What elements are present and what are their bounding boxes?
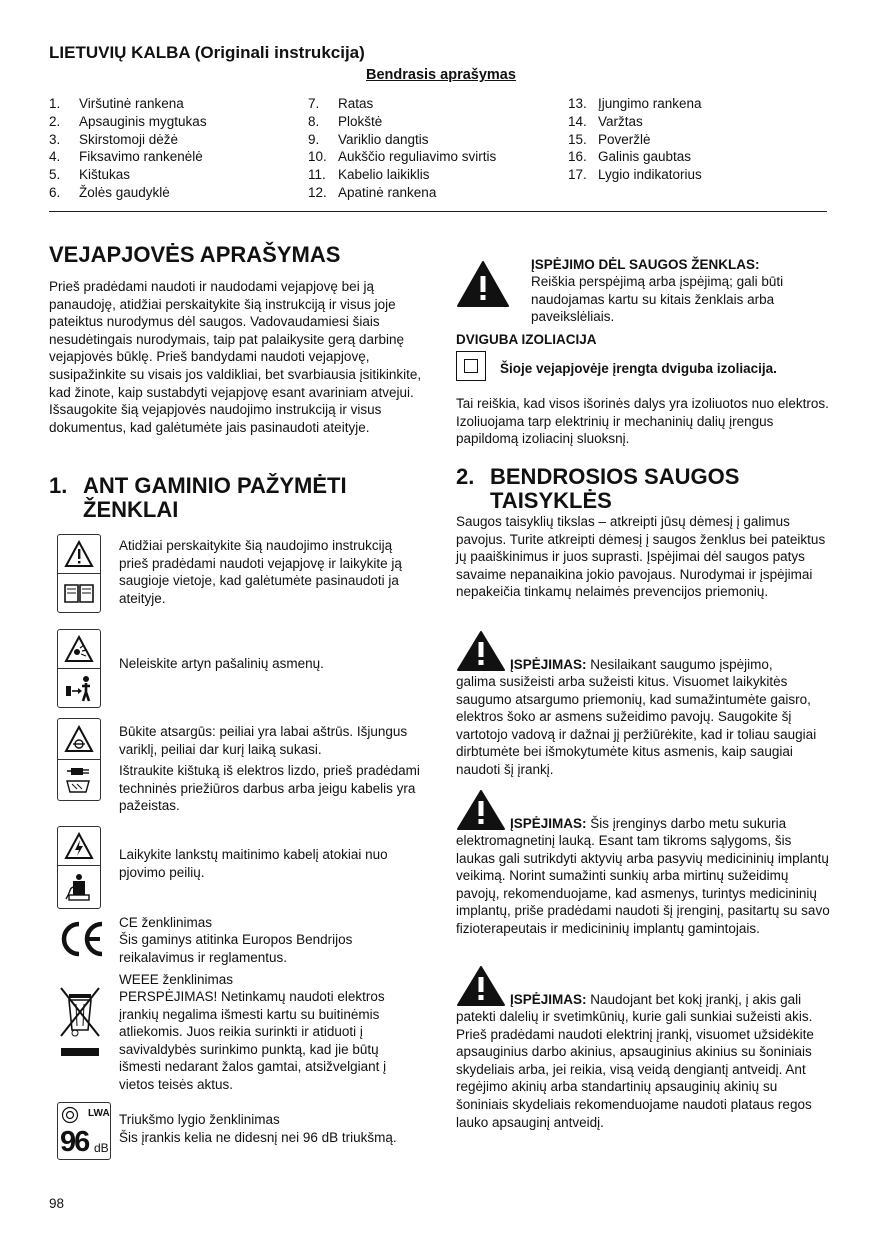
section-1-title: ANT GAMINIO PAŽYMĖTI ŽENKLAI (83, 473, 347, 522)
noise-text: Šis įrankis kelia ne didesnį nei 96 dB triukšmą. (119, 1130, 397, 1145)
warning-2-firstline: ĮSPĖJIMAS: Šis įrenginys darbo metu sukuria (510, 816, 787, 831)
page-number: 98 (49, 1196, 65, 1211)
warning-1-firstline: ĮSPĖJIMAS: Nesilaikant saugumo įspėjimo, (510, 657, 773, 672)
list-item: 3. Skirstomoji dėžė (49, 131, 179, 147)
warning-triangle-icon (456, 630, 506, 672)
double-insulation-text: Tai reiškia, kad visos išorinės dalys yra izoliuotos nuo elektros. Izoliuojama tarp elektrinių ir mechaninių dalių įrengus papildomą izoliacinį sluoksnį. (456, 396, 829, 447)
list-item: 4. Fiksavimo rankenėlė (49, 149, 203, 165)
symbol-text: Laikykite lankstų maitinimo kabelį atokiai nuo pjovimo peilių. (119, 847, 388, 880)
parts-column-1 (49, 95, 299, 202)
keep-distance-icon (58, 669, 100, 707)
list-item: 14. Varžtas (568, 113, 643, 129)
warning-triangle-icon (456, 965, 506, 1007)
list-item: 6. Žolės gaudyklė (49, 184, 170, 200)
ce-mark-icon (58, 920, 106, 958)
warning-sign-text: Reiškia perspėjimą arba įspėjimą; gali būti naudojamas kartu su kitais ženklais arba paveikslėliais. (531, 274, 784, 325)
list-item: 1. Viršutinė rankena (49, 96, 184, 111)
section-2-title: BENDROSIOS SAUGOS TAISYKLĖS (490, 464, 740, 513)
warning-3-firstline: ĮSPĖJIMAS: Naudojant bet kokį įrankį, į akis gali (510, 992, 802, 1007)
noise-title: Triukšmo lygio ženklinimas (119, 1112, 280, 1127)
symbol-text: Atidžiai perskaitykite šią naudojimo instrukciją prieš pradėdami naudoti vejapjovę ir laikykite ją saugioje vietoje, kad galėtumėte pasinaudoti ja ateityje. (119, 538, 402, 606)
divider (49, 211, 827, 212)
list-item: 16. Galinis gaubtas (568, 149, 692, 165)
parts-column-3 (568, 95, 818, 184)
list-item: 9. Variklio dangtis (308, 131, 429, 147)
double-insulation-label: Šioje vejapjovėje įrengta dviguba izoliacija. (500, 361, 777, 376)
list-item: 10. Aukščio reguliavimo svirtis (308, 149, 497, 165)
section-1-number: 1. (49, 473, 68, 498)
section-2-text: Saugos taisyklių tikslas – atkreipti jūsų dėmesį į galimus pavojus. Turite atkreipti dėmesį į saugos ženklus bei pateiktus jų paaiškinimus ir juos suprasti. Įspėjimai dėl saugos patys savaime nepanaikina jokio pavojaus. Nurodymai ir įspėjimai nepakeičia tinkamų nelaimės prevencijos priemonių. (456, 514, 826, 600)
noise-unit: dB (94, 1141, 109, 1155)
electric-warning-icon (58, 827, 100, 866)
sharp-blade-icon (58, 719, 100, 760)
language-title: LIETUVIŲ KALBA (Originali instrukcija) (49, 43, 365, 62)
list-item: 5. Kištukas (49, 167, 131, 183)
bystander-symbol-box (57, 629, 101, 708)
double-insulation-title: DVIGUBA IZOLIACIJA (456, 332, 597, 347)
description-heading: VEJAPJOVĖS APRAŠYMAS (49, 242, 341, 267)
list-item: 13. Įjungimo rankena (568, 96, 702, 111)
manual-symbol-box (57, 534, 101, 613)
warning-2-text: elektromagnetinį lauką. Esant tam tikroms sąlygoms, šis laukas gali sutrikdyti aktyvių arba pasyvių medicininių implantų veikimą. Norint sumažinti sunkių arba mirtinų sužeidimų pavojų, rekomenduojame, kad asmenys, turintys medicininių implantų, priše pradėdami naudoti šį įrenginį, pasitartų su savo fizioterapeutais ir medicininių implantų gamintojais. (456, 833, 830, 936)
noise-value: 96 (60, 1126, 89, 1158)
list-item: 8. Plokštė (308, 113, 383, 129)
list-item: 15. Poveržlė (568, 131, 651, 147)
weee-bin-icon (55, 986, 105, 1058)
warning-1-text: galima susižeisti arba sužeisti kitus. Visuomet laikykitės saugumo atsargumo priemonių, kad sumažintumėte gaisro, elektros šoko ar asmens sužeidimo pavojų. Saugokite šį vartotojo vadovą ir dažnai jį peržiūrėkite, kad ir toliau saugiai dirbtumėte bei išmokytumėte kitus asmenis, kaip saugiai naudoti šį įrankį. (456, 674, 817, 777)
cable-symbol-box (57, 826, 101, 909)
warning-3-text: patekti dalelių ir svetimkūnių, kurie gali sunkiai sužeisti akis. Prieš pradėdami naudoti elektrinį įrankį, visuomet užsidėkite apsauginius darbo akinius, apsauginius akinius su šoniniais skydeliais arba, jei reikia, visą veidą dengiantį antveidį. Ant regėjimo akinių arba standartinių apsauginių akinių su šoniniais skydeliais rekomenduojame naudoti plataus regos lauko apsauginį antveidį. (456, 1009, 814, 1130)
blade-symbol-box (57, 718, 101, 801)
debris-warning-icon (58, 630, 100, 669)
warning-triangle-icon (58, 535, 100, 574)
list-item: 12. Apatinė rankena (308, 184, 437, 200)
list-item: 2. Apsauginis mygtukas (49, 113, 207, 129)
lwa-label: LWA (88, 1108, 110, 1119)
cable-blade-icon (58, 866, 100, 908)
noise-level-symbol (57, 1102, 111, 1160)
weee-title: WEEE ženklinimas (119, 972, 234, 987)
warning-triangle-icon (456, 260, 510, 308)
list-item: 17. Lygio indikatorius (568, 167, 702, 183)
description-text: Prieš pradėdami naudoti ir naudodami vejapjovę bei ją panaudoję, atidžiai perskaitykite šią instrukciją ir visus joje pateiktus nurodymus dėl saugos. Vadovaudamiesi šiais nesudėtingais nurodymais, taip pat palaikysite gerą darbinę vejapjovės būklę. Prieš bandydami naudoti vejapjovę, susipažinkite su visais jos valdikliai, bet svarbiausia įsitikinkite, kad žinote, kaip sustabdyti vejapjovę esant avariniam atvejui. Išsaugokite šią vejapjovės naudojimo instrukciją ir visus dokumentus, kad galėtumėte jais pasinaudoti ateityje. (49, 279, 422, 435)
symbol-text: Neleiskite artyn pašalinių asmenų. (119, 656, 324, 671)
symbol-text: Būkite atsargūs: peiliai yra labai aštrūs. Išjungus variklį, peiliai dar kurį laiką sukasi. (119, 724, 408, 757)
double-insulation-icon (456, 351, 486, 381)
warning-sign-title: ĮSPĖJIMO DĖL SAUGOS ŽENKLAS: (531, 257, 760, 272)
unplug-icon (58, 760, 100, 800)
ce-title: CE ženklinimas (119, 915, 213, 930)
parts-column-2 (308, 95, 563, 202)
book-icon (58, 574, 100, 612)
warning-triangle-icon (456, 789, 506, 831)
ce-text: Šis gaminys atitinka Europos Bendrijos reikalavimus ir reglamentus. (119, 932, 353, 965)
list-item: 11. Kabelio laikiklis (308, 167, 430, 183)
section-2-number: 2. (456, 464, 475, 489)
symbol-text: Ištraukite kištuką iš elektros lizdo, prieš pradėdami techninės priežiūros darbus arba jeigu kabelis yra pažeistas. (119, 763, 420, 814)
weee-text: PERSPĖJIMAS! Netinkamų naudoti elektros įrankių negalima išmesti kartu su buitinėmis atliekomis. Juos reikia surinkti ir atiduoti į savivaldybės surinkimo punktą, kad jie būtų išmesti nedarant žalos gamtai, atsižvelgiant į vietos teisės aktus. (119, 989, 387, 1092)
section-subtitle: Bendrasis aprašymas (366, 67, 516, 83)
ear-protection-icon (61, 1106, 79, 1124)
list-item: 7. Ratas (308, 96, 374, 111)
